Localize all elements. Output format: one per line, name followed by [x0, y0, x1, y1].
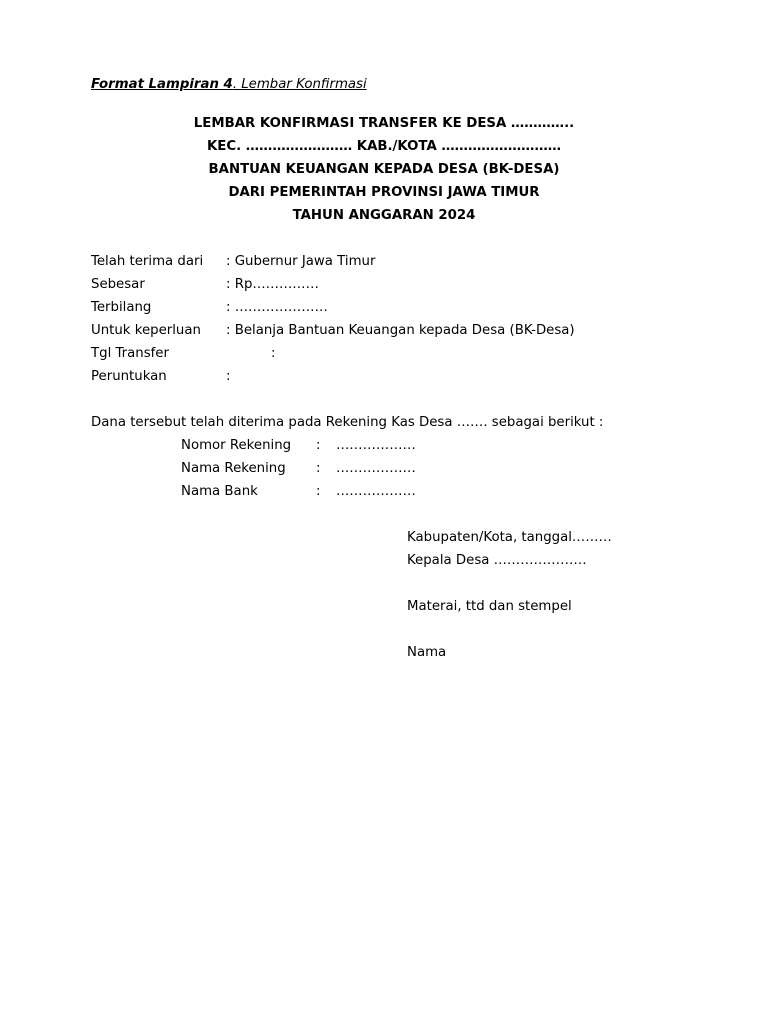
title-line-1: LEMBAR KONFIRMASI TRANSFER KE DESA …………..	[193, 116, 575, 131]
signature-materai: Materai, ttd dan stempel	[407, 599, 572, 614]
account-value: ………………	[336, 461, 416, 476]
title-line-3: BANTUAN KEUANGAN KEPADA DESA (BK-DESA)	[208, 162, 560, 177]
field-label: Untuk keperluan	[91, 323, 201, 338]
field-value: : Gubernur Jawa Timur	[226, 254, 376, 269]
field-value: :	[226, 369, 231, 384]
title-line-5: TAHUN ANGGARAN 2024	[292, 208, 476, 223]
heading-bold: Format Lampiran 4	[91, 77, 233, 92]
account-value: ………………	[336, 438, 416, 453]
field-value: :	[271, 346, 276, 361]
account-colon: :	[316, 461, 321, 476]
field-label: Tgl Transfer	[91, 346, 169, 361]
account-label: Nomor Rekening	[181, 438, 292, 453]
title-line-4: DARI PEMERINTAH PROVINSI JAWA TIMUR	[228, 185, 540, 200]
field-value: : Belanja Bantuan Keuangan kepada Desa (BK-Desa)	[226, 323, 575, 338]
intro-text: Dana tersebut telah diterima pada Rekening Kas Desa ……. sebagai berikut :	[91, 415, 604, 430]
signature-position: Kepala Desa …………………	[407, 553, 587, 568]
signature-place-date: Kabupaten/Kota, tanggal………	[407, 530, 612, 545]
account-colon: :	[316, 484, 321, 499]
field-label: Terbilang	[91, 300, 152, 315]
field-label: Sebesar	[91, 277, 145, 292]
account-label: Nama Bank	[181, 484, 258, 499]
field-value: : Rp……………	[226, 277, 319, 292]
attachment-heading	[91, 77, 367, 93]
account-label: Nama Rekening	[181, 461, 286, 476]
title-line-2: KEC. …………………… KAB./KOTA ………………………	[206, 139, 562, 154]
field-value: : …………………	[226, 300, 328, 315]
heading-normal: . Lembar Konfirmasi	[232, 77, 367, 92]
signature-name: Nama	[407, 645, 447, 660]
account-colon: :	[316, 438, 321, 453]
field-label: Telah terima dari	[91, 254, 204, 269]
field-label: Peruntukan	[91, 369, 167, 384]
account-value: ………………	[336, 484, 416, 499]
